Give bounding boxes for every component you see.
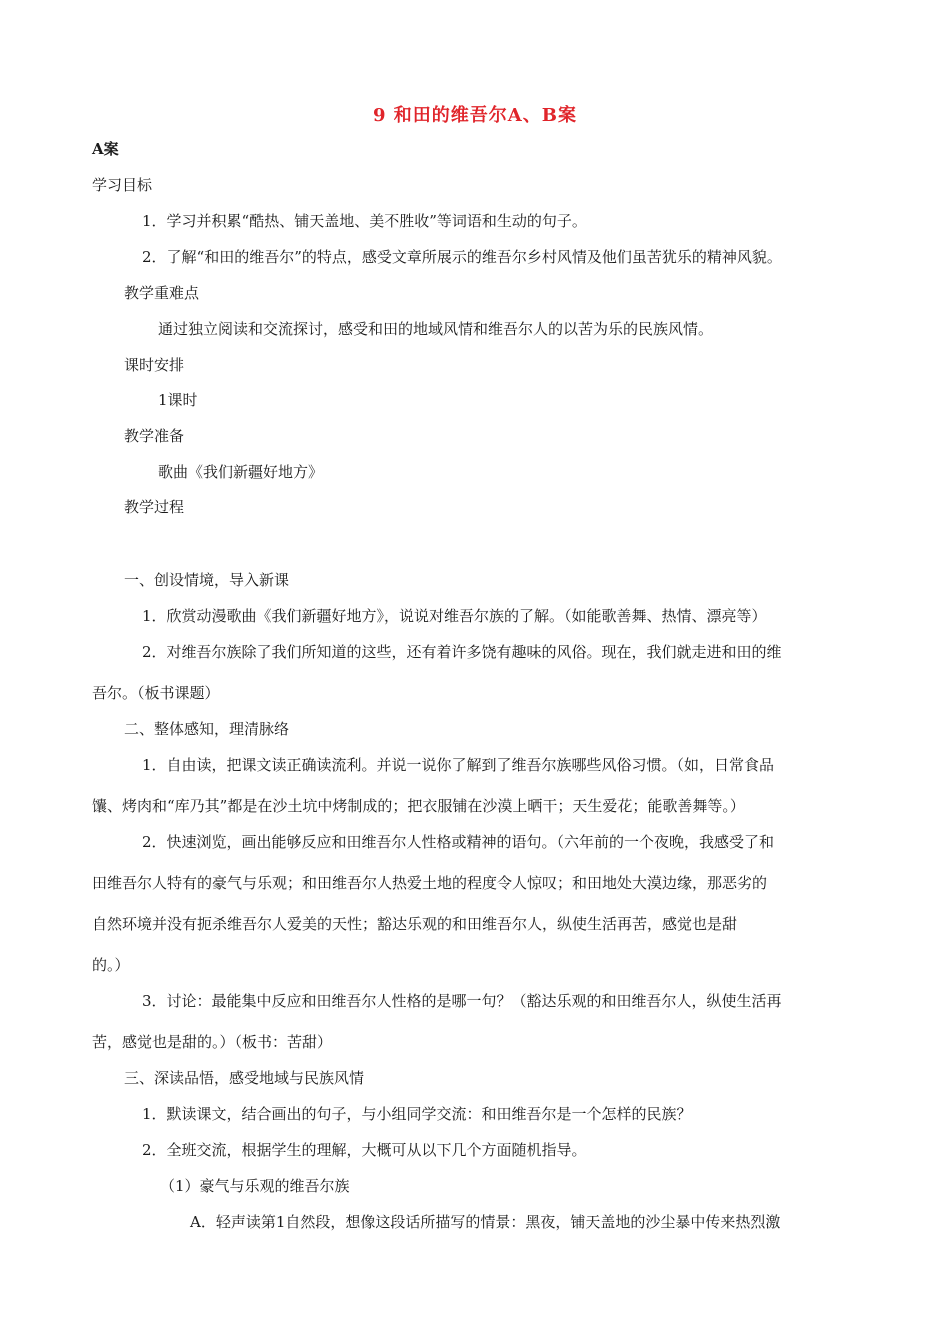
document-title: 9 和田的维吾尔A、B案: [373, 105, 577, 126]
part-three-subitem-1: （1）豪气与乐观的维吾尔族: [160, 1177, 350, 1195]
part-two-item-2-cont-2: 自然环境并没有扼杀维吾尔人爱美的天性；豁达乐观的和田维吾尔人，纵使生活再苦，感觉也是甜: [92, 915, 738, 933]
key-points-text: 通过独立阅读和交流探讨，感受和田的地域风情和维吾尔人的以苦为乐的民族风情。: [158, 320, 714, 338]
part-three-item-2: 2．全班交流，根据学生的理解，大概可从以下几个方面随机指导。: [142, 1141, 587, 1159]
part-two-item-1-cont: 馕、烤肉和“库乃其”都是在沙土坑中烤制成的；把衣服铺在沙漠上晒干；天生爱花；能歌善舞等。）: [92, 797, 745, 815]
part-two-item-1: 1．自由读，把课文读正确读流利。并说一说你了解到了维吾尔族哪些风俗习惯。（如，日常食品: [142, 756, 775, 774]
key-points-heading: 教学重难点: [124, 284, 200, 302]
part-two-item-3: 3．讨论：最能集中反应和田维吾尔人性格的是哪一句？（豁达乐观的和田维吾尔人，纵使生活再: [142, 992, 782, 1010]
goal-item-1: 1．学习并积累“酷热、铺天盖地、美不胜收”等词语和生动的句子。: [142, 212, 587, 230]
part-two-item-2-cont-1: 田维吾尔人特有的豪气与乐观；和田维吾尔人热爱土地的程度令人惊叹；和田地处大漠边缘，那恶劣的: [92, 874, 768, 892]
process-heading: 教学过程: [124, 498, 185, 516]
part-three-item-1: 1．默读课文，结合画出的句子，与小组同学交流：和田维吾尔是一个怎样的民族？: [142, 1105, 692, 1123]
learning-goals-heading: 学习目标: [92, 176, 153, 194]
part-three-heading: 三、深读品悟，感受地域与民族风情: [124, 1069, 365, 1087]
part-two-heading: 二、整体感知，理清脉络: [124, 720, 290, 738]
schedule-heading: 课时安排: [124, 356, 185, 374]
part-one-heading: 一、创设情境，导入新课: [124, 571, 290, 589]
preparation-heading: 教学准备: [124, 427, 185, 445]
part-three-subitem-1-a: A．轻声读第1自然段，想像这段话所描写的情景：黑夜，铺天盖地的沙尘暴中传来热烈激: [190, 1213, 781, 1231]
part-one-item-2: 2．对维吾尔族除了我们所知道的这些，还有着许多饶有趣味的风俗。现在，我们就走进和田的维: [142, 643, 782, 661]
section-a-heading: A案: [92, 140, 119, 158]
part-two-item-2: 2．快速浏览，画出能够反应和田维吾尔人性格或精神的语句。（六年前的一个夜晚，我感受了和: [142, 833, 775, 851]
part-one-item-2-cont: 吾尔。（板书课题）: [92, 684, 220, 702]
goal-item-2: 2．了解“和田的维吾尔”的特点，感受文章所展示的维吾尔乡村风情及他们虽苦犹乐的精神风貌。: [142, 248, 782, 266]
part-two-item-2-cont-3: 的。）: [92, 956, 130, 974]
preparation-text: 歌曲《我们新疆好地方》: [158, 463, 324, 481]
part-one-item-1: 1．欣赏动漫歌曲《我们新疆好地方》，说说对维吾尔族的了解。（如能歌善舞、热情、漂亮等）: [142, 607, 767, 625]
part-two-item-3-cont: 苦，感觉也是甜的。）（板书：苦甜）: [92, 1033, 333, 1051]
schedule-text: 1课时: [158, 391, 198, 409]
